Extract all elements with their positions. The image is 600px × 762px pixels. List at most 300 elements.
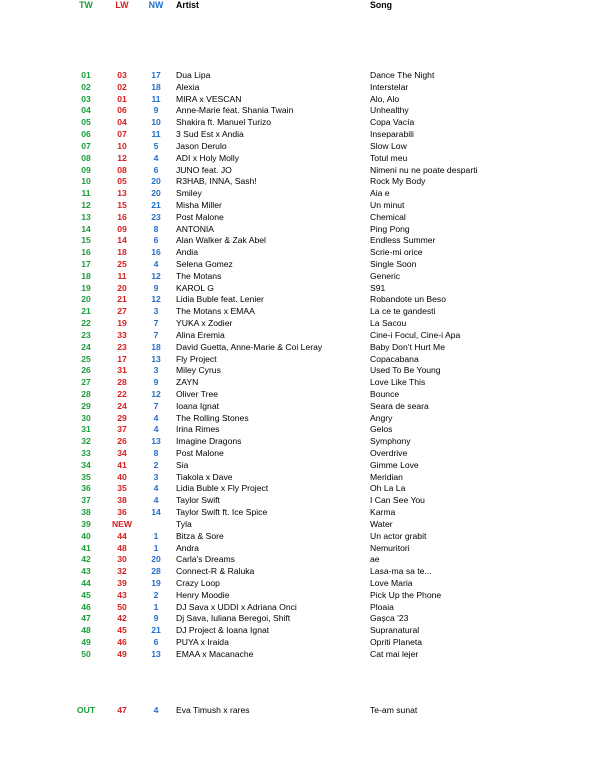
artist: Carla's Dreams: [176, 554, 235, 565]
artist: The Motans: [176, 270, 222, 281]
table-row: [0, 318, 600, 330]
song: Pick Up the Phone: [370, 589, 442, 600]
song: Ploaia: [370, 601, 394, 612]
weeks-on-chart: 7: [153, 400, 159, 411]
table-row: [0, 460, 600, 472]
weeks-on-chart: 1: [153, 542, 159, 553]
weeks-on-chart: 6: [153, 637, 159, 647]
position-last-week: 31: [117, 365, 127, 376]
table-row: [0, 424, 600, 436]
song: Gimme Love: [370, 459, 419, 470]
position-this-week: 46: [81, 601, 91, 612]
position-this-week: 01: [81, 70, 91, 80]
song: Love Maria: [370, 577, 413, 588]
artist: Imagine Dragons: [176, 436, 242, 447]
artist: Taylor Swift: [176, 495, 220, 506]
weeks-on-chart: 7: [153, 318, 159, 329]
table-row: [0, 354, 600, 366]
position-last-week: 34: [117, 448, 127, 458]
table-row: [0, 176, 600, 188]
song: Unhealthy: [370, 105, 409, 116]
artist: Fly Project: [176, 353, 217, 364]
position-this-week: 48: [81, 625, 91, 636]
artist: Lidia Buble feat. Lenier: [176, 294, 264, 305]
position-this-week: 09: [81, 164, 91, 175]
table-row: [0, 330, 600, 342]
position-this-week: 43: [81, 566, 91, 577]
song: Overdrive: [370, 448, 408, 458]
position-this-week: 44: [81, 577, 91, 588]
out-row: [0, 704, 600, 716]
song: Scrie-mi orice: [370, 247, 423, 258]
artist: Henry Moodie: [176, 589, 230, 600]
out-tw: OUT: [76, 705, 96, 715]
artist: Ioana Ignat: [176, 400, 220, 411]
table-row: [0, 117, 600, 129]
position-last-week: 07: [117, 129, 127, 140]
song: Cine-i Focul, Cine-i Apa: [370, 329, 461, 340]
position-this-week: 21: [81, 306, 91, 317]
weeks-on-chart: 28: [151, 566, 161, 577]
table-row: [0, 637, 600, 649]
weeks-on-chart: 21: [151, 199, 161, 210]
artist: KAROL G: [176, 282, 214, 293]
artist: The Rolling Stones: [176, 412, 249, 423]
position-last-week: 29: [117, 412, 127, 423]
song: Single Soon: [370, 259, 417, 269]
table-row: [0, 188, 600, 200]
artist: Dj Sava, Iuliana Beregoi, Shift: [176, 613, 291, 624]
position-this-week: 31: [81, 424, 91, 435]
artist: Lidia Buble x Fly Project: [176, 483, 269, 494]
weeks-on-chart: 7: [153, 329, 159, 340]
song: Gelos: [370, 424, 393, 435]
table-row: [0, 271, 600, 283]
song: Slow Low: [370, 140, 407, 151]
position-last-week: 50: [117, 601, 127, 612]
position-last-week: 05: [117, 176, 127, 187]
song: Copa Vacía: [370, 117, 415, 128]
weeks-on-chart: 14: [151, 507, 161, 518]
position-this-week: 35: [81, 471, 91, 482]
weeks-on-chart: 21: [151, 625, 161, 636]
table-row: [0, 212, 600, 224]
position-this-week: 40: [81, 530, 91, 541]
table-row: [0, 436, 600, 448]
position-this-week: 06: [81, 129, 91, 140]
position-last-week: 08: [117, 164, 127, 175]
position-last-week: 40: [117, 471, 127, 482]
weeks-on-chart: 11: [151, 129, 161, 140]
position-this-week: 08: [81, 152, 91, 163]
position-this-week: 33: [81, 448, 91, 458]
song: Symphony: [370, 436, 411, 447]
table-row: [0, 401, 600, 413]
song: La ce te gandesti: [370, 306, 436, 317]
song: Rock My Body: [370, 176, 426, 187]
song: Lasa-ma sa te...: [370, 566, 432, 577]
song: Totul meu: [370, 152, 408, 163]
artist: Smiley: [176, 188, 202, 199]
weeks-on-chart: 20: [151, 554, 161, 565]
weeks-on-chart: 5: [153, 140, 159, 151]
position-last-week: 46: [117, 637, 127, 647]
weeks-on-chart: 10: [151, 117, 161, 128]
position-last-week: 27: [117, 306, 127, 317]
song: Endless Summer: [370, 235, 436, 246]
table-row: [0, 105, 600, 117]
song: Un actor grabit: [370, 530, 427, 541]
position-last-week: 35: [117, 483, 127, 494]
table-row: [0, 613, 600, 625]
position-last-week: 21: [117, 294, 127, 305]
weeks-on-chart: 4: [153, 152, 159, 163]
position-last-week: 45: [117, 625, 127, 636]
weeks-on-chart: 1: [153, 530, 159, 541]
artist: ADI x Holy Molly: [176, 152, 240, 163]
table-row: [0, 294, 600, 306]
position-last-week: 15: [117, 199, 127, 210]
position-last-week: 38: [117, 495, 127, 506]
position-this-week: 39: [81, 518, 91, 529]
artist: MIRA x VESCAN: [176, 93, 242, 104]
position-last-week: 26: [117, 436, 127, 447]
weeks-on-chart: 6: [153, 235, 159, 246]
song: Gașca '23: [370, 613, 409, 624]
artist: EMAA x Macanache: [176, 648, 254, 659]
table-row: [0, 472, 600, 484]
artist: Misha Miller: [176, 199, 222, 210]
artist: Post Malone: [176, 448, 224, 458]
artist: Miley Cyrus: [176, 365, 221, 376]
artist: Andia: [176, 247, 198, 258]
position-last-week: 01: [117, 93, 127, 104]
header-song: Song: [370, 0, 392, 10]
artist: Selena Gomez: [176, 259, 233, 269]
weeks-on-chart: 19: [151, 577, 161, 588]
position-this-week: 13: [81, 211, 91, 222]
weeks-on-chart: 2: [153, 459, 159, 470]
position-last-week: 11: [117, 270, 127, 281]
position-this-week: 25: [81, 353, 91, 364]
weeks-on-chart: 13: [151, 353, 161, 364]
position-last-week: NEW: [111, 518, 133, 529]
artist: DJ Sava x UDDI x Adriana Onci: [176, 601, 297, 612]
position-this-week: 30: [81, 412, 91, 423]
weeks-on-chart: 16: [151, 247, 161, 258]
weeks-on-chart: 3: [153, 365, 159, 376]
artist: Post Malone: [176, 211, 224, 222]
song: Bounce: [370, 388, 400, 399]
position-last-week: 13: [117, 188, 127, 199]
weeks-on-chart: 4: [153, 412, 159, 423]
weeks-on-chart: 4: [153, 424, 159, 435]
table-row: [0, 578, 600, 590]
table-row: [0, 590, 600, 602]
weeks-on-chart: 8: [153, 448, 159, 458]
weeks-on-chart: 18: [151, 81, 161, 92]
position-last-week: 20: [117, 282, 127, 293]
weeks-on-chart: 12: [151, 388, 161, 399]
table-row: [0, 283, 600, 295]
song: Baby Don’t Hurt Me: [370, 341, 445, 352]
table-row: [0, 235, 600, 247]
position-last-week: 06: [117, 105, 127, 116]
song: Aia e: [370, 188, 390, 199]
position-this-week: 37: [81, 495, 91, 506]
position-last-week: 24: [117, 400, 127, 411]
position-this-week: 38: [81, 507, 91, 518]
position-this-week: 10: [81, 176, 91, 187]
table-row: [0, 602, 600, 614]
song: Nemuritori: [370, 542, 410, 553]
header-tw: TW: [79, 0, 93, 10]
weeks-on-chart: 4: [153, 483, 159, 494]
artist: Alan Walker & Zak Abel: [176, 235, 266, 246]
artist: Bitza & Sore: [176, 530, 224, 541]
song: La Sacou: [370, 318, 407, 329]
artist: Andra: [176, 542, 199, 553]
table-row: [0, 519, 600, 531]
weeks-on-chart: 23: [151, 211, 161, 222]
artist: ANTONIA: [176, 223, 215, 234]
weeks-on-chart: 2: [153, 589, 159, 600]
position-last-week: 16: [117, 211, 127, 222]
position-this-week: 12: [81, 199, 91, 210]
position-this-week: 26: [81, 365, 91, 376]
artist: Tiakola x Dave: [176, 471, 233, 482]
position-last-week: 28: [117, 377, 127, 388]
position-this-week: 50: [81, 648, 91, 659]
table-row: [0, 389, 600, 401]
song: Cat mai lejer: [370, 648, 419, 659]
table-row: [0, 342, 600, 354]
song: Water: [370, 518, 393, 529]
position-last-week: 44: [117, 530, 127, 541]
table-row: [0, 365, 600, 377]
song: Meridian: [370, 471, 403, 482]
artist: Dua Lipa: [176, 70, 211, 80]
table-row: [0, 413, 600, 425]
song: Karma: [370, 507, 396, 518]
position-this-week: 49: [81, 637, 91, 647]
position-this-week: 05: [81, 117, 91, 128]
weeks-on-chart: 20: [151, 188, 161, 199]
weeks-on-chart: 3: [153, 471, 159, 482]
table-row: [0, 495, 600, 507]
artist: Sia: [176, 459, 189, 470]
artist: Shakira ft. Manuel Turizo: [176, 117, 272, 128]
table-row: [0, 70, 600, 82]
artist: Taylor Swift ft. Ice Spice: [176, 507, 268, 518]
table-row: [0, 94, 600, 106]
position-this-week: 42: [81, 554, 91, 565]
position-this-week: 34: [81, 459, 91, 470]
position-this-week: 11: [81, 188, 91, 199]
artist: Anne-Marie feat. Shania Twain: [176, 105, 294, 116]
position-last-week: 48: [117, 542, 127, 553]
position-last-week: 04: [117, 117, 127, 128]
position-last-week: 22: [117, 388, 127, 399]
song: Chemical: [370, 211, 406, 222]
artist: YUKA x Zodier: [176, 318, 233, 329]
song: Nimeni nu ne poate desparti: [370, 164, 478, 175]
table-row: [0, 448, 600, 460]
table-row: [0, 507, 600, 519]
position-this-week: 45: [81, 589, 91, 600]
artist: Alexia: [176, 81, 200, 92]
table-row: [0, 625, 600, 637]
position-this-week: 23: [81, 329, 91, 340]
position-last-week: 10: [117, 140, 127, 151]
table-row: [0, 554, 600, 566]
weeks-on-chart: 12: [151, 294, 161, 305]
artist: Connect-R & Raluka: [176, 566, 255, 577]
weeks-on-chart: 17: [151, 70, 161, 80]
song: Angry: [370, 412, 393, 423]
position-this-week: 16: [81, 247, 91, 258]
position-this-week: 36: [81, 483, 91, 494]
song: Inseparabili: [370, 129, 414, 140]
weeks-on-chart: 13: [151, 436, 161, 447]
position-last-week: 36: [117, 507, 127, 518]
position-this-week: 20: [81, 294, 91, 305]
position-this-week: 24: [81, 341, 91, 352]
out-nw: 4: [153, 705, 159, 715]
position-last-week: 25: [117, 259, 127, 269]
song: Generic: [370, 270, 401, 281]
position-this-week: 02: [81, 81, 91, 92]
position-last-week: 02: [117, 81, 127, 92]
song: Opriti Planeta: [370, 637, 423, 647]
song: Supranatural: [370, 625, 420, 636]
song: S91: [370, 282, 386, 293]
artist: Tyla: [176, 518, 192, 529]
table-row: [0, 377, 600, 389]
chart-table: [0, 70, 600, 661]
song: Ping Pong: [370, 223, 410, 234]
weeks-on-chart: 4: [153, 495, 159, 506]
weeks-on-chart: 9: [153, 613, 159, 624]
song: Interstelar: [370, 81, 409, 92]
weeks-on-chart: 9: [153, 377, 159, 388]
table-row: [0, 247, 600, 259]
song: Robandote un Beso: [370, 294, 446, 305]
position-this-week: 32: [81, 436, 91, 447]
song: I Can See You: [370, 495, 425, 506]
position-last-week: 30: [117, 554, 127, 565]
position-this-week: 47: [81, 613, 91, 624]
song: Copacabana: [370, 353, 419, 364]
position-this-week: 19: [81, 282, 91, 293]
position-last-week: 12: [117, 152, 127, 163]
weeks-on-chart: 8: [153, 223, 159, 234]
position-this-week: 04: [81, 105, 91, 116]
song: Oh La La: [370, 483, 406, 494]
table-row: [0, 649, 600, 661]
position-last-week: 03: [117, 70, 127, 80]
weeks-on-chart: 9: [153, 105, 159, 116]
weeks-on-chart: 6: [153, 164, 159, 175]
position-last-week: 23: [117, 341, 127, 352]
weeks-on-chart: 20: [151, 176, 161, 187]
header-nw: NW: [148, 0, 164, 10]
position-this-week: 22: [81, 318, 91, 329]
artist: DJ Project & Ioana Ignat: [176, 625, 270, 636]
song: Dance The Night: [370, 70, 435, 80]
artist: R3HAB, INNA, Sash!: [176, 176, 257, 187]
weeks-on-chart: 9: [153, 282, 159, 293]
song: Alo, Alo: [370, 93, 400, 104]
artist: ZAYN: [176, 377, 199, 388]
table-row: [0, 224, 600, 236]
position-this-week: 41: [81, 542, 91, 553]
table-row: [0, 483, 600, 495]
song: Used To Be Young: [370, 365, 441, 376]
position-last-week: 14: [117, 235, 127, 246]
song: Seara de seara: [370, 400, 429, 411]
out-lw: 47: [117, 705, 127, 715]
weeks-on-chart: 13: [151, 648, 161, 659]
table-row: [0, 82, 600, 94]
artist: JUNO feat. JO: [176, 164, 232, 175]
position-this-week: 28: [81, 388, 91, 399]
artist: Alina Eremia: [176, 329, 225, 340]
weeks-on-chart: 11: [151, 93, 161, 104]
song: Un minut: [370, 199, 405, 210]
position-this-week: 18: [81, 270, 91, 281]
table-row: [0, 165, 600, 177]
out-artist: Eva Timush x rares: [176, 705, 250, 715]
table-row: [0, 531, 600, 543]
position-last-week: 41: [117, 459, 127, 470]
artist: David Guetta, Anne-Marie & Coi Leray: [176, 341, 323, 352]
table-row: [0, 543, 600, 555]
weeks-on-chart: 3: [153, 306, 159, 317]
artist: Crazy Loop: [176, 577, 220, 588]
table-row: [0, 141, 600, 153]
table-row: [0, 129, 600, 141]
artist: Oliver Tree: [176, 388, 219, 399]
artist: Jason Derulo: [176, 140, 227, 151]
out-song: Te-am sunat: [370, 705, 418, 715]
artist: The Motans x EMAA: [176, 306, 255, 317]
weeks-on-chart: 1: [153, 601, 159, 612]
table-row: [0, 306, 600, 318]
position-last-week: 19: [117, 318, 127, 329]
position-this-week: 17: [81, 259, 91, 269]
artist: Irina Rimes: [176, 424, 220, 435]
header-lw: LW: [115, 0, 129, 10]
position-last-week: 09: [117, 223, 127, 234]
position-last-week: 32: [117, 566, 127, 577]
table-row: [0, 259, 600, 271]
song: Love Like This: [370, 377, 426, 388]
position-this-week: 15: [81, 235, 91, 246]
artist: 3 Sud Est x Andia: [176, 129, 244, 140]
header-artist: Artist: [176, 0, 199, 10]
position-last-week: 39: [117, 577, 127, 588]
position-last-week: 17: [117, 353, 127, 364]
table-row: [0, 566, 600, 578]
position-last-week: 49: [117, 648, 127, 659]
weeks-on-chart: 4: [153, 259, 159, 269]
position-this-week: 03: [81, 93, 91, 104]
position-last-week: 18: [117, 247, 127, 258]
table-row: [0, 153, 600, 165]
position-this-week: 29: [81, 400, 91, 411]
position-last-week: 42: [117, 613, 127, 624]
